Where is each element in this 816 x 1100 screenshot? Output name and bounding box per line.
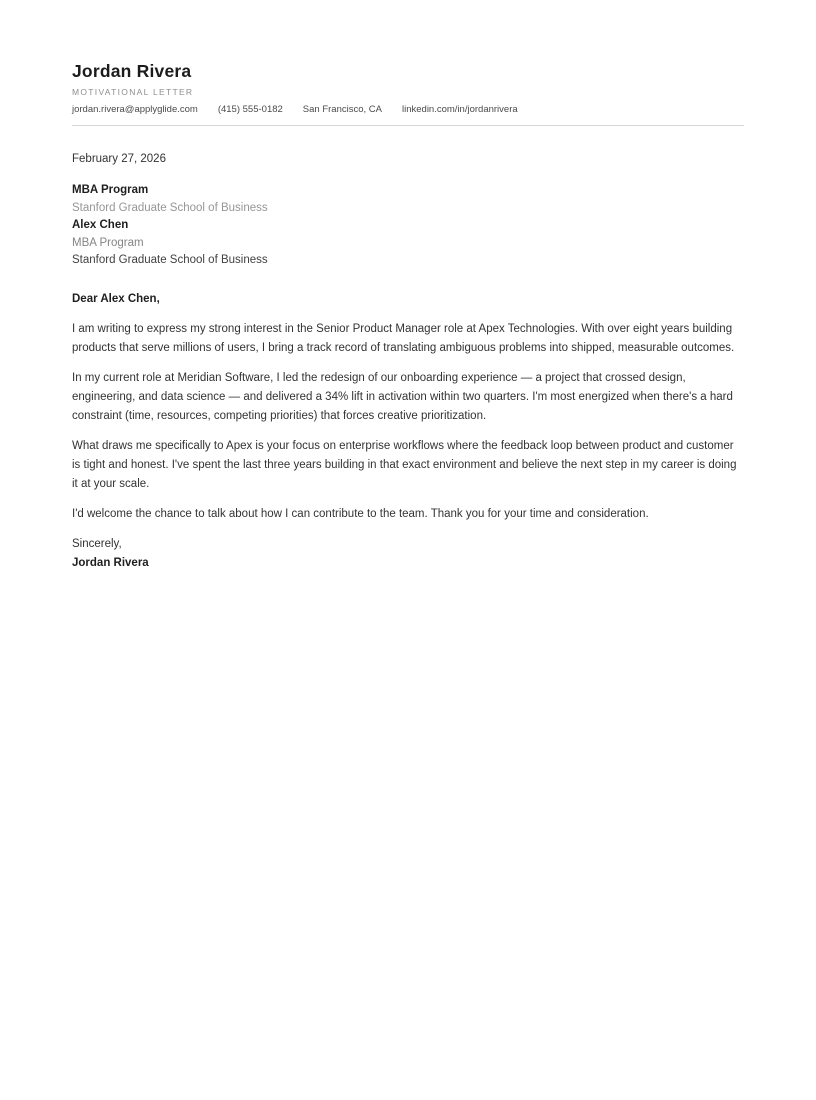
contact-linkedin: linkedin.com/in/jordanrivera bbox=[402, 104, 518, 115]
contact-location: San Francisco, CA bbox=[302, 104, 382, 115]
paragraph-intro: I am writing to express my strong interest in the Senior Product Manager role at Apex Technologies. With over eight years building products that serve millions of users, I bring a track record of translating ambiguous problems into shipped, measurable outcomes. bbox=[72, 322, 735, 354]
recipient-contact-title: MBA Program bbox=[72, 236, 144, 249]
closing-block bbox=[72, 535, 744, 573]
paragraph-motivation: What draws me specifically to Apex is your focus on enterprise workflows where the feedback loop between product and customer is tight and honest. I've spent the last three years building in that exact environment and believe the next step in my career is doing it at your scale. bbox=[72, 439, 737, 490]
paragraph-call-to-action: I'd welcome the chance to talk about how I can contribute to the team. Thank you for your time and consideration. bbox=[72, 507, 649, 520]
recipient-organization: Stanford Graduate School of Business bbox=[72, 201, 268, 214]
letter-date: February 27, 2026 bbox=[72, 153, 166, 165]
recipient-contact-name: Alex Chen bbox=[72, 219, 129, 231]
paragraph-experience: In my current role at Meridian Software, I led the redesign of our onboarding experience — a project that crossed design, engineering, and data science — and delivered a 34% lift in activation within two quarters. I'm most energized when there's a hard constraint (time, resources, competing priorities) that forces creative prioritization. bbox=[72, 371, 733, 422]
closing-phrase: Sincerely, bbox=[72, 537, 122, 550]
salutation: Dear Alex Chen, bbox=[72, 292, 160, 305]
header-divider bbox=[72, 125, 744, 126]
letter-body bbox=[72, 150, 744, 573]
contact-email: jordan.rivera@applyglide.com bbox=[72, 104, 198, 115]
recipient-block bbox=[72, 182, 744, 270]
author-name: Jordan Rivera bbox=[72, 61, 192, 81]
recipient-contact-organization: Stanford Graduate School of Business bbox=[72, 254, 268, 266]
contact-row bbox=[72, 104, 744, 116]
letter-header bbox=[72, 61, 744, 126]
contact-phone: (415) 555-0182 bbox=[217, 104, 283, 115]
document-type-label: MOTIVATIONAL LETTER bbox=[72, 87, 194, 97]
signature-name: Jordan Rivera bbox=[72, 556, 149, 569]
recipient-department: MBA Program bbox=[72, 184, 149, 196]
